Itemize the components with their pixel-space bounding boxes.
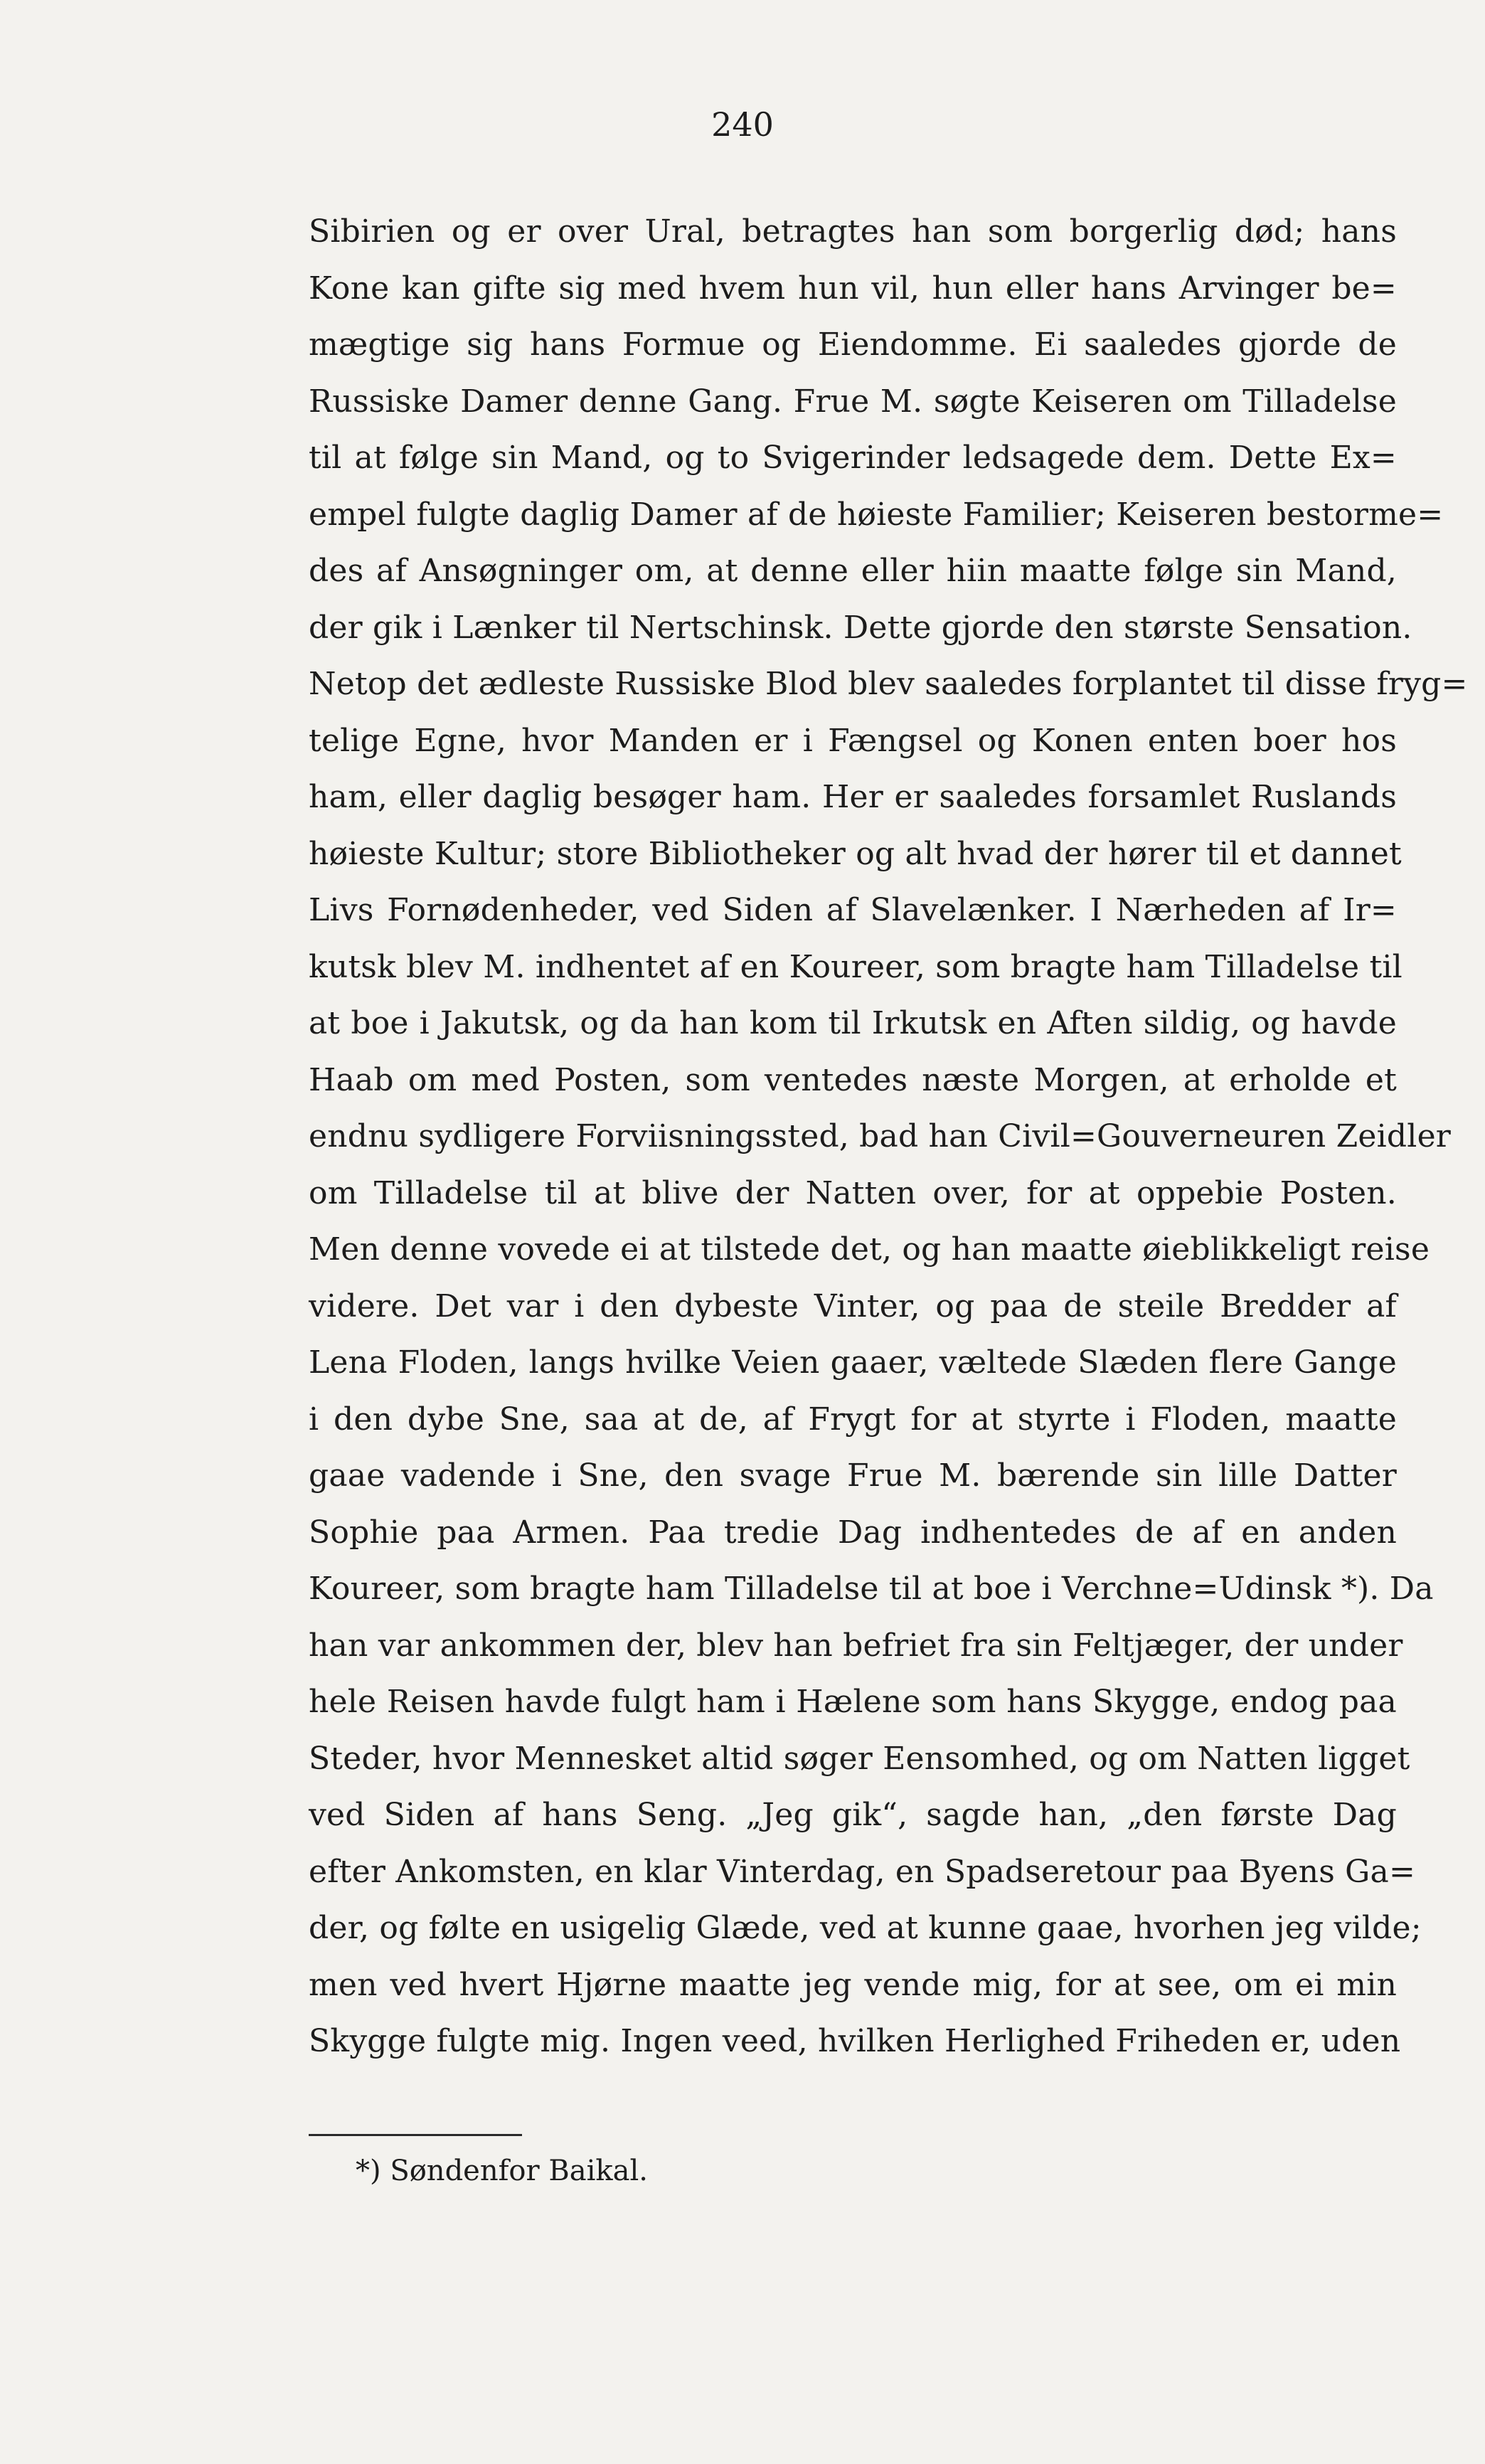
text-line: han var ankommen der, blev han befriet fra sin Feltjæger, der under xyxy=(309,1627,1403,1664)
text-line: der gik i Lænker til Nertschinsk. Dette gjorde den største Sensation. xyxy=(309,609,1412,646)
text-line: des af Ansøgninger om, at denne eller hiin maatte følge sin Mand, xyxy=(309,553,1397,589)
text-line: til at følge sin Mand, og to Svigerinder ledsagede dem. Dette Ex= xyxy=(309,440,1397,476)
text-line: ved Siden af hans Seng. „Jeg gik“, sagde han, „den første Dag xyxy=(309,1797,1397,1833)
text-line: empel fulgte daglig Damer af de høieste Familier; Keiseren bestorme= xyxy=(309,496,1444,533)
text-line: Russiske Damer denne Gang. Frue M. søgte Keiseren om Tilladelse xyxy=(309,383,1397,420)
text-line: Steder, hvor Mennesket altid søger Eensomhed, og om Natten ligget xyxy=(309,1740,1410,1777)
text-line: Netop det ædleste Russiske Blod blev saaledes forplantet til disse fryg= xyxy=(309,666,1468,702)
text-line: Kone kan gifte sig med hvem hun vil, hun eller hans Arvinger be= xyxy=(309,270,1397,307)
text-line: at boe i Jakutsk, og da han kom til Irkutsk en Aften sildig, og havde xyxy=(309,1005,1397,1041)
text-line: men ved hvert Hjørne maatte jeg vende mig, for at see, om ei min xyxy=(309,1966,1397,2003)
text-line: Koureer, som bragte ham Tilladelse til at boe i Verchne=Udinsk *). Da xyxy=(309,1571,1434,1607)
text-line: Skygge fulgte mig. Ingen veed, hvilken Herlighed Friheden er, uden xyxy=(309,2023,1401,2059)
text-line: gaae vadende i Sne, den svage Frue M. bærende sin lille Datter xyxy=(309,1457,1397,1494)
text-line: i den dybe Sne, saa at de, af Frygt for at styrte i Floden, maatte xyxy=(309,1401,1397,1438)
footnote: *) Søndenfor Baikal. xyxy=(356,2155,648,2187)
text-line: videre. Det var i den dybeste Vinter, og paa de steile Bredder af xyxy=(309,1287,1397,1324)
text-line: efter Ankomsten, en klar Vinterdag, en Spadseretour paa Byens Ga= xyxy=(309,1853,1416,1890)
text-line: ham, eller daglig besøger ham. Her er saaledes forsamlet Ruslands xyxy=(309,779,1397,815)
text-line: høieste Kultur; store Bibliotheker og alt hvad der hører til et dannet xyxy=(309,835,1402,872)
text-line: kutsk blev M. indhentet af en Koureer, som bragte ham Tilladelse til xyxy=(309,948,1402,985)
text-line: Lena Floden, langs hvilke Veien gaaer, væltede Slæden flere Gange xyxy=(309,1344,1397,1381)
text-line: endnu sydligere Forviisningssted, bad han Civil=Gouverneuren Zeidler xyxy=(309,1118,1452,1154)
text-line: mægtige sig hans Formue og Eiendomme. Ei saaledes gjorde de xyxy=(309,326,1397,363)
text-line: Men denne vovede ei at tilstede det, og han maatte øieblikkeligt reise xyxy=(309,1231,1430,1268)
text-line: Haab om med Posten, som ventedes næste Morgen, at erholde et xyxy=(309,1061,1397,1098)
text-line: Sibirien og er over Ural, betragtes han som borgerlig død; hans xyxy=(309,213,1397,250)
text-line: om Tilladelse til at blive der Natten over, for at oppebie Posten. xyxy=(309,1174,1397,1211)
page-number: 240 xyxy=(711,105,774,144)
body-text xyxy=(309,203,1468,2070)
text-line: Livs Fornødenheder, ved Siden af Slavelænker. I Nærheden af Ir= xyxy=(309,892,1397,928)
text-line: Sophie paa Armen. Paa tredie Dag indhentedes de af en anden xyxy=(309,1514,1397,1551)
text-line: hele Reisen havde fulgt ham i Hælene som hans Skygge, endog paa xyxy=(309,1684,1397,1720)
text-line: der, og følte en usigelig Glæde, ved at kunne gaae, hvorhen jeg vilde; xyxy=(309,1910,1422,1946)
footnote-rule xyxy=(309,2134,522,2136)
text-line: telige Egne, hvor Manden er i Fængsel og Konen enten boer hos xyxy=(309,722,1397,759)
